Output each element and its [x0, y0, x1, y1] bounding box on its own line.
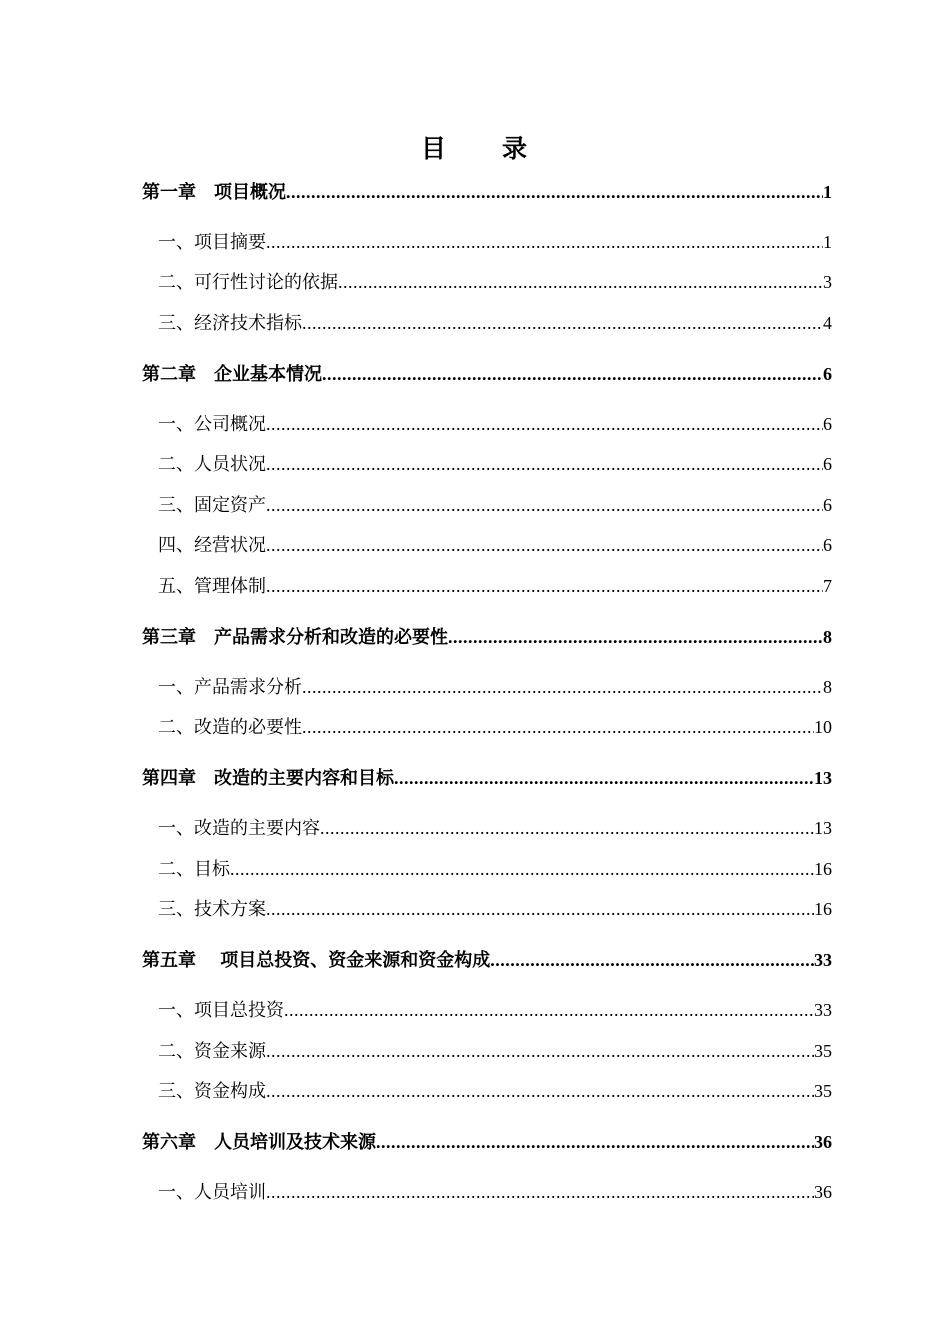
- toc-dot-leader: [266, 1076, 814, 1106]
- toc-dot-leader: [266, 571, 823, 601]
- toc-section-entry[interactable]: [158, 854, 832, 884]
- toc-section-entry[interactable]: [158, 813, 832, 843]
- toc-entry-text: 一、改造的主要内容: [158, 818, 320, 839]
- toc-dot-leader: [266, 1177, 814, 1207]
- toc-dot-leader: [230, 854, 814, 884]
- toc-page-number: 16: [814, 899, 832, 919]
- toc-dot-leader: [448, 622, 823, 652]
- toc-section-entry[interactable]: [158, 712, 832, 742]
- toc-page-number: 10: [814, 717, 832, 737]
- toc-section-entry[interactable]: [158, 530, 832, 560]
- toc-dot-leader: [266, 227, 823, 257]
- toc-entry-text: 二、改造的必要性: [158, 717, 302, 738]
- toc-section-entry[interactable]: [158, 1036, 832, 1066]
- toc-dot-leader: [376, 1127, 814, 1157]
- toc-dot-leader: [322, 359, 823, 389]
- toc-page-number: 3: [823, 272, 832, 292]
- toc-section-entry[interactable]: [158, 995, 832, 1025]
- toc-section-entry[interactable]: [158, 308, 832, 338]
- toc-entry-text: 二、可行性讨论的依据: [158, 272, 338, 293]
- toc-page-number: 36: [814, 1132, 832, 1152]
- toc-chapter-entry[interactable]: [142, 359, 832, 389]
- toc-page-number: 35: [814, 1081, 832, 1101]
- toc-page-number: 6: [823, 414, 832, 434]
- toc-dot-leader: [266, 530, 823, 560]
- toc-page-number: 1: [823, 232, 832, 252]
- toc-page-number: 33: [814, 950, 832, 970]
- toc-page-number: 36: [814, 1182, 832, 1202]
- toc-page-number: 4: [823, 313, 832, 333]
- toc-section-entry[interactable]: [158, 449, 832, 479]
- toc-section-entry[interactable]: [158, 894, 832, 924]
- toc-dot-leader: [320, 813, 814, 843]
- toc-page-number: 6: [823, 364, 832, 384]
- toc-entry-text: 四、经营状况: [158, 535, 266, 556]
- toc-entry-text: 一、人员培训: [158, 1182, 266, 1203]
- toc-entry-text: 一、产品需求分析: [158, 677, 302, 698]
- toc-dot-leader: [490, 945, 814, 975]
- toc-entry-text: 五、管理体制: [158, 576, 266, 597]
- toc-section-entry[interactable]: [158, 227, 832, 257]
- toc-section-entry[interactable]: [158, 571, 832, 601]
- toc-section-entry[interactable]: [158, 1076, 832, 1106]
- toc-entry-text: 第一章 项目概况: [142, 182, 286, 203]
- toc-entry-text: 三、固定资产: [158, 495, 266, 516]
- toc-chapter-entry[interactable]: [142, 177, 832, 207]
- toc-chapter-entry[interactable]: [142, 622, 832, 652]
- toc-entry-text: 第五章 项目总投资、资金来源和资金构成: [142, 950, 491, 971]
- toc-dot-leader: [266, 894, 814, 924]
- toc-dot-leader: [302, 712, 814, 742]
- toc-page-number: 33: [814, 1000, 832, 1020]
- toc-chapter-entry[interactable]: [142, 945, 832, 975]
- toc-page-number: 6: [823, 454, 832, 474]
- toc-page-number: 35: [814, 1041, 832, 1061]
- toc-entry-text: 一、项目摘要: [158, 232, 266, 253]
- toc-page-number: 13: [814, 818, 832, 838]
- toc-dot-leader: [266, 449, 823, 479]
- toc-entry-text: 第三章 产品需求分析和改造的必要性: [142, 627, 448, 648]
- toc-section-entry[interactable]: [158, 409, 832, 439]
- toc-section-entry[interactable]: [158, 1177, 832, 1207]
- toc-dot-leader: [286, 177, 823, 207]
- toc-chapter-entry[interactable]: [142, 763, 832, 793]
- toc-dot-leader: [302, 308, 823, 338]
- toc-dot-leader: [394, 763, 814, 793]
- toc-page-number: 13: [814, 768, 832, 788]
- toc-page-number: 6: [823, 535, 832, 555]
- toc-entry-text: 一、公司概况: [158, 414, 266, 435]
- toc-entry-text: 二、目标: [158, 859, 230, 880]
- toc-dot-leader: [338, 267, 823, 297]
- toc-entry-text: 三、经济技术指标: [158, 313, 302, 334]
- toc-page-number: 1: [823, 182, 832, 202]
- toc-page-number: 8: [823, 677, 832, 697]
- toc-section-entry[interactable]: [158, 267, 832, 297]
- toc-entry-text: 三、技术方案: [158, 899, 266, 920]
- toc-entry-text: 一、项目总投资: [158, 1000, 284, 1021]
- toc-entry-text: 二、资金来源: [158, 1041, 266, 1062]
- toc-entry-text: 第六章 人员培训及技术来源: [142, 1132, 376, 1153]
- toc-page-number: 6: [823, 495, 832, 515]
- toc-entry-text: 二、人员状况: [158, 454, 266, 475]
- toc-entry-text: 三、资金构成: [158, 1081, 266, 1102]
- toc-section-entry[interactable]: [158, 490, 832, 520]
- toc-page-number: 16: [814, 859, 832, 879]
- toc-section-entry[interactable]: [158, 672, 832, 702]
- toc-chapter-entry[interactable]: [142, 1127, 832, 1157]
- toc-page-number: 7: [823, 576, 832, 596]
- toc-dot-leader: [266, 409, 823, 439]
- toc-dot-leader: [266, 1036, 814, 1066]
- toc-title: 目 录: [420, 134, 529, 163]
- toc-dot-leader: [302, 672, 823, 702]
- toc-dot-leader: [266, 490, 823, 520]
- toc-dot-leader: [284, 995, 814, 1025]
- toc-page-number: 8: [823, 627, 832, 647]
- toc-entry-text: 第二章 企业基本情况: [142, 364, 322, 385]
- toc-entry-text: 第四章 改造的主要内容和目标: [142, 768, 394, 789]
